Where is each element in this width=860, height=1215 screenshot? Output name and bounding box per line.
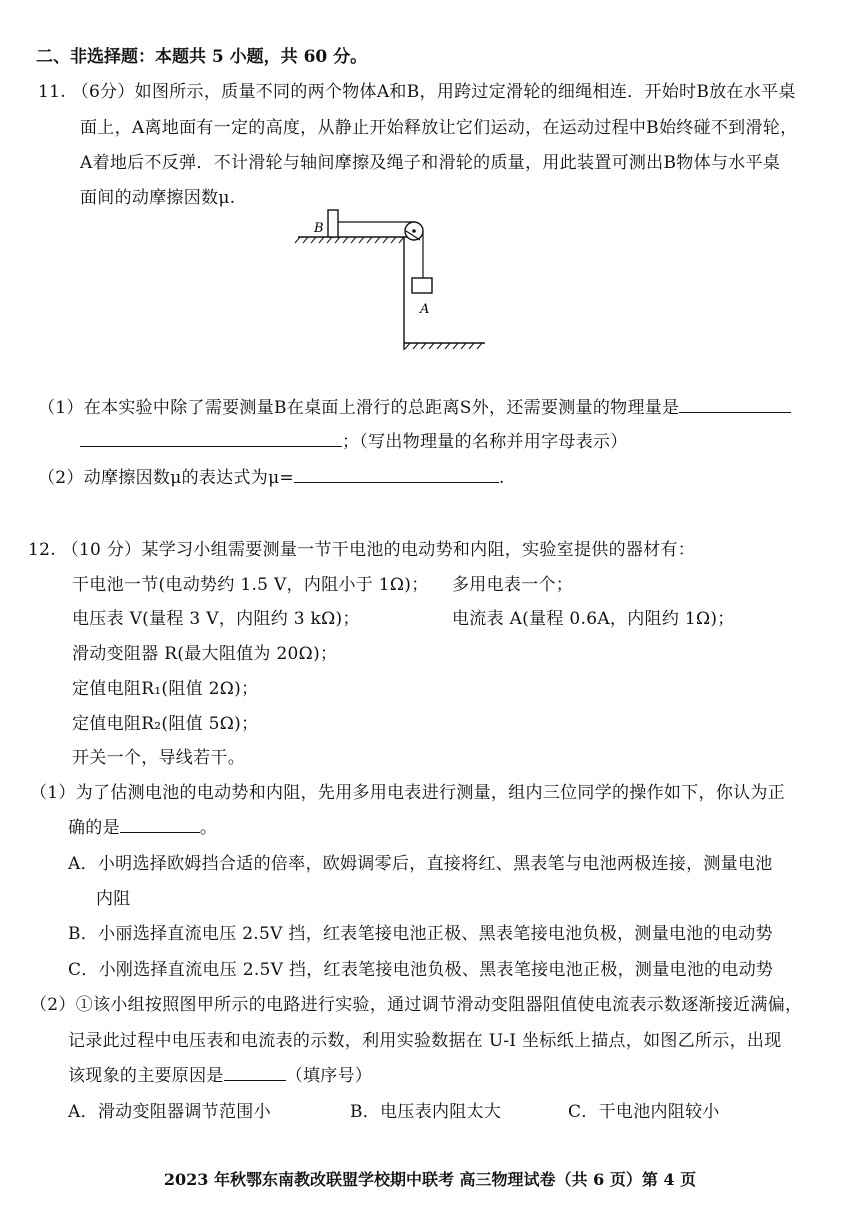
q12-p1-a: （1）为了估测电池的电动势和内阻，先用多用电表进行测量，组内三位同学的操作如下，你认为正 <box>30 783 786 803</box>
q12-p2-option-a: A．滑动变阻器调节范围小 <box>68 1102 271 1122</box>
q12-item-rheostat: 滑动变阻器 R(最大阻值为 20Ω)； <box>72 644 338 664</box>
q12-item-switch: 开关一个，导线若干。 <box>72 748 245 768</box>
q11-sub1-b: ；（写出物理量的名称并用字母表示） <box>80 427 628 452</box>
q12-option-b: B．小丽选择直流电压 2.5V 挡，红表笔接电池正极、黑表笔接电池负极，测量电池的电动势 <box>68 924 773 944</box>
block-b <box>328 210 338 237</box>
label-b: B <box>314 221 324 236</box>
q12-p1-b: 确的是 。 <box>68 818 218 838</box>
q11-sub1-a: （1）在本实验中除了需要测量B在桌面上滑行的总距离S外，还需要测量的物理量是 <box>38 393 791 418</box>
page-footer: 2023 年秋鄂东南教改联盟学校期中联考 高三物理试卷（共 6 页）第 4 页 <box>163 1170 697 1189</box>
q11-line-4: 面间的动摩擦因数μ. <box>80 188 236 208</box>
q12-line-1: 12. （10 分）某学习小组需要测量一节干电池的电动势和内阻，实验室提供的器材有： <box>28 540 696 560</box>
q12-item-r2: 定值电阻R₂(阻值 5Ω)； <box>72 714 259 734</box>
q12-item-ammeter: 电流表 A(量程 0.6A，内阻约 1Ω)； <box>452 609 735 629</box>
q12-item-battery: 干电池一节(电动势约 1.5 V，内阻小于 1Ω)； <box>72 575 429 595</box>
q12-item-voltmeter: 电压表 V(量程 3 V，内阻约 3 kΩ)； <box>72 609 360 629</box>
section-header: 二、非选择题：本题共 5 小题，共 60 分。 <box>36 47 368 67</box>
q11-sub2: （2）动摩擦因数μ的表达式为μ= . <box>38 468 505 488</box>
q11-line-3: A着地后不反弹．不计滑轮与轴间摩擦及绳子和滑轮的质量，用此装置可测出B物体与水平桌 <box>80 153 781 173</box>
q12-p2-c: 该现象的主要原因是 （填序号） <box>68 1066 373 1086</box>
answer-blank-p2[interactable] <box>224 1066 286 1081</box>
q12-option-a-cont: 内阻 <box>96 889 131 909</box>
answer-blank-p1[interactable] <box>120 818 200 833</box>
q12-p2-option-b: B．电压表内阻太大 <box>350 1102 502 1122</box>
answer-blank-1b[interactable] <box>80 432 342 447</box>
q12-item-r1: 定值电阻R₁(阻值 2Ω)； <box>72 679 259 699</box>
q12-p2-option-c: C．干电池内阻较小 <box>568 1102 720 1122</box>
q11-line-2: 面上，A离地面有一定的高度，从静止开始释放让它们运动，在运动过程中B始终碰不到滑轮， <box>80 118 798 138</box>
q12-p2-b: 记录此过程中电压表和电流表的示数，利用实验数据在 U-I 坐标纸上描点，如图乙所示，出现 <box>68 1031 782 1051</box>
block-a <box>412 278 432 293</box>
answer-blank-1a[interactable] <box>679 398 791 413</box>
q12-p2-a: （2）①该小组按照图甲所示的电路进行实验，通过调节滑动变阻器阻值使电流表示数逐渐接近满偏， <box>30 995 803 1015</box>
q12-option-c: C．小刚选择直流电压 2.5V 挡，红表笔接电池负极、黑表笔接电池正极，测量电池的电动势 <box>68 960 774 980</box>
answer-blank-2[interactable] <box>294 468 499 483</box>
q12-item-multimeter: 多用电表一个； <box>452 575 574 595</box>
q12-option-a: A．小明选择欧姆挡合适的倍率，欧姆调零后，直接将红、黑表笔与电池两极连接，测量电池 <box>68 854 773 874</box>
label-a: A <box>420 302 430 317</box>
pulley-figure <box>290 200 490 360</box>
q11-line-1: 11. （6分）如图所示，质量不同的两个物体A和B，用跨过定滑轮的细绳相连．开始时B放在水平桌 <box>38 82 796 102</box>
